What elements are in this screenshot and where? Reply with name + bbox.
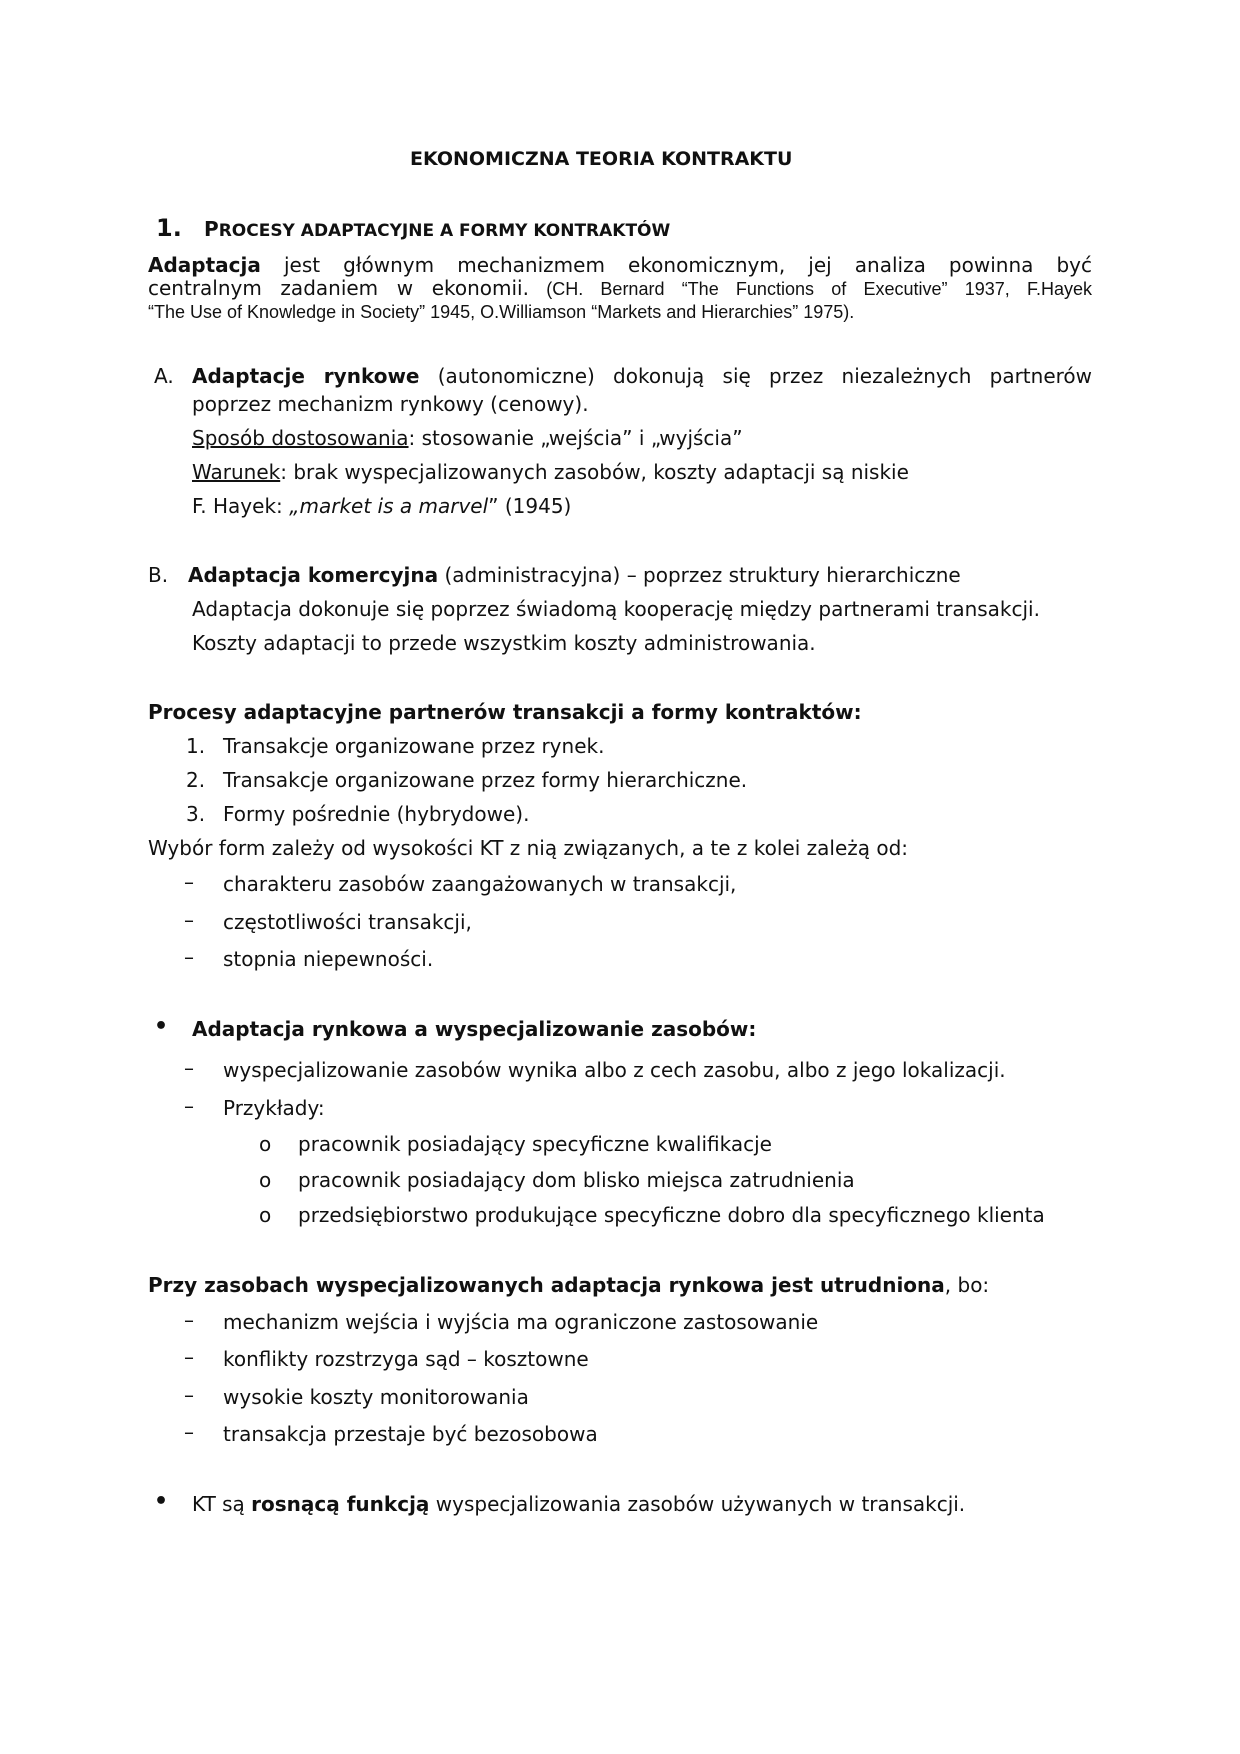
item-b-line-3: Koszty adaptacji to przede wszystkim koszty administrowania.	[192, 631, 816, 655]
intro-line-2-ref: (CH. Bernard “The Functions of Executive” 1937, F.Hayek	[528, 279, 1092, 299]
item-a-hayek	[192, 492, 571, 520]
dash-item: stopnia niepewności.	[223, 947, 434, 971]
bullet-marker: •	[154, 1489, 169, 1514]
document-title: EKONOMICZNA TEORIA KONTRAKTU	[410, 148, 793, 170]
item-b-marker: B.	[148, 563, 169, 587]
dash-marker: –	[184, 1308, 194, 1332]
section-number: 1.	[156, 214, 182, 242]
warunek-label: Warunek	[192, 460, 281, 484]
item-b-term: Adaptacja komercyjna	[188, 563, 439, 587]
procesy-item-number: 3.	[186, 802, 206, 826]
dash-marker: –	[184, 1420, 194, 1444]
bullet-2-rest: wyspecjalizowania zasobów używanych w transakcji.	[429, 1492, 966, 1516]
przy-heading-rest: , bo:	[944, 1273, 990, 1297]
item-b-line-1-text: (administracyjna) – poprzez struktury hierarchiczne	[438, 563, 961, 587]
intro-line-2-text: centralnym zadaniem w ekonomii.	[148, 276, 529, 300]
procesy-item-text: Transakcje organizowane przez rynek.	[223, 734, 605, 758]
bullet-1-dash-2: Przykłady:	[223, 1096, 325, 1120]
bullet-1-heading: Adaptacja rynkowa a wyspecjalizowanie zasobów:	[192, 1017, 757, 1041]
section-heading	[156, 214, 670, 242]
dash-marker: –	[184, 1094, 194, 1118]
intro-line-3: “The Use of Knowledge in Society” 1945, O.Williamson “Markets and Hierarchies” 1975).	[148, 302, 855, 322]
item-a-line-1-text: (autonomiczne) dokonują się przez niezależnych partnerów	[419, 364, 1093, 388]
dash-marker: –	[184, 1383, 194, 1407]
przy-item: transakcja przestaje być bezosobowa	[223, 1422, 598, 1446]
intro-line-1-text: jest głównym mechanizmem ekonomicznym, jej analiza powinna być	[260, 253, 1092, 277]
item-a-marker: A.	[154, 364, 174, 388]
dash-marker: –	[184, 1056, 194, 1080]
sub-item: pracownik posiadający dom blisko miejsca zatrudnienia	[298, 1168, 855, 1192]
dash-marker: –	[184, 908, 194, 932]
sposob-text: : stosowanie „wejścia” i „wyjścia”	[408, 426, 743, 450]
dash-marker: –	[184, 870, 194, 894]
sub-marker: o	[259, 1168, 272, 1192]
item-a-line-1	[192, 362, 1092, 390]
procesy-item-text: Transakcje organizowane przez formy hierarchiczne.	[223, 768, 748, 792]
sub-item: pracownik posiadający specyficzne kwalifikacje	[298, 1132, 772, 1156]
wybor-text: Wybór form zależy od wysokości KT z nią związanych, a te z kolei zależą od:	[148, 836, 909, 860]
item-a-line-2: poprzez mechanizm rynkowy (cenowy).	[192, 392, 589, 416]
section-heading-rest: ROCESY ADAPTACYJNE A FORMY KONTRAKTÓW	[218, 221, 671, 241]
przy-heading-bold: Przy zasobach wyspecjalizowanych adaptacja rynkowa jest utrudniona	[148, 1273, 945, 1297]
dash-marker: –	[184, 1345, 194, 1369]
przy-item: konflikty rozstrzyga sąd – kosztowne	[223, 1347, 589, 1371]
hayek-quote: „market is a marvel	[289, 494, 489, 518]
warunek-text: : brak wyspecjalizowanych zasobów, koszty adaptacji są niskie	[280, 460, 909, 484]
sposob-label: Sposób dostosowania	[192, 426, 409, 450]
sub-marker: o	[259, 1203, 272, 1227]
hayek-suffix: ” (1945)	[488, 494, 572, 518]
procesy-item-text: Formy pośrednie (hybrydowe).	[223, 802, 530, 826]
intro-line-2	[148, 274, 1092, 303]
bullet-2-text	[192, 1490, 965, 1518]
hayek-prefix: F. Hayek:	[192, 494, 290, 518]
item-a-term: Adaptacje rynkowe	[192, 364, 420, 388]
item-a-warunek	[192, 458, 909, 486]
dash-item: charakteru zasobów zaangażowanych w transakcji,	[223, 872, 737, 896]
procesy-heading: Procesy adaptacyjne partnerów transakcji a formy kontraktów:	[148, 700, 862, 724]
procesy-item-number: 1.	[186, 734, 206, 758]
item-b-line-2: Adaptacja dokonuje się poprzez świadomą kooperację między partnerami transakcji.	[192, 597, 1040, 621]
intro-term: Adaptacja	[148, 253, 261, 277]
dash-marker: –	[184, 945, 194, 969]
bullet-2-bold: rosnącą funkcją	[251, 1492, 430, 1516]
bullet-2-prefix: KT są	[192, 1492, 252, 1516]
przy-item: wysokie koszty monitorowania	[223, 1385, 529, 1409]
section-heading-initial: P	[204, 217, 219, 241]
dash-item: częstotliwości transakcji,	[223, 910, 472, 934]
item-a-sposob	[192, 424, 743, 452]
bullet-1-dash-1: wyspecjalizowanie zasobów wynika albo z cech zasobu, albo z jego lokalizacji.	[223, 1058, 1006, 1082]
sub-item: przedsiębiorstwo produkujące specyficzne dobro dla specyficznego klienta	[298, 1203, 1045, 1227]
procesy-item-number: 2.	[186, 768, 206, 792]
sub-marker: o	[259, 1132, 272, 1156]
przy-item: mechanizm wejścia i wyjścia ma ograniczone zastosowanie	[223, 1310, 819, 1334]
przy-heading	[148, 1271, 989, 1299]
bullet-marker: •	[154, 1014, 169, 1039]
item-b-line-1	[188, 561, 961, 589]
